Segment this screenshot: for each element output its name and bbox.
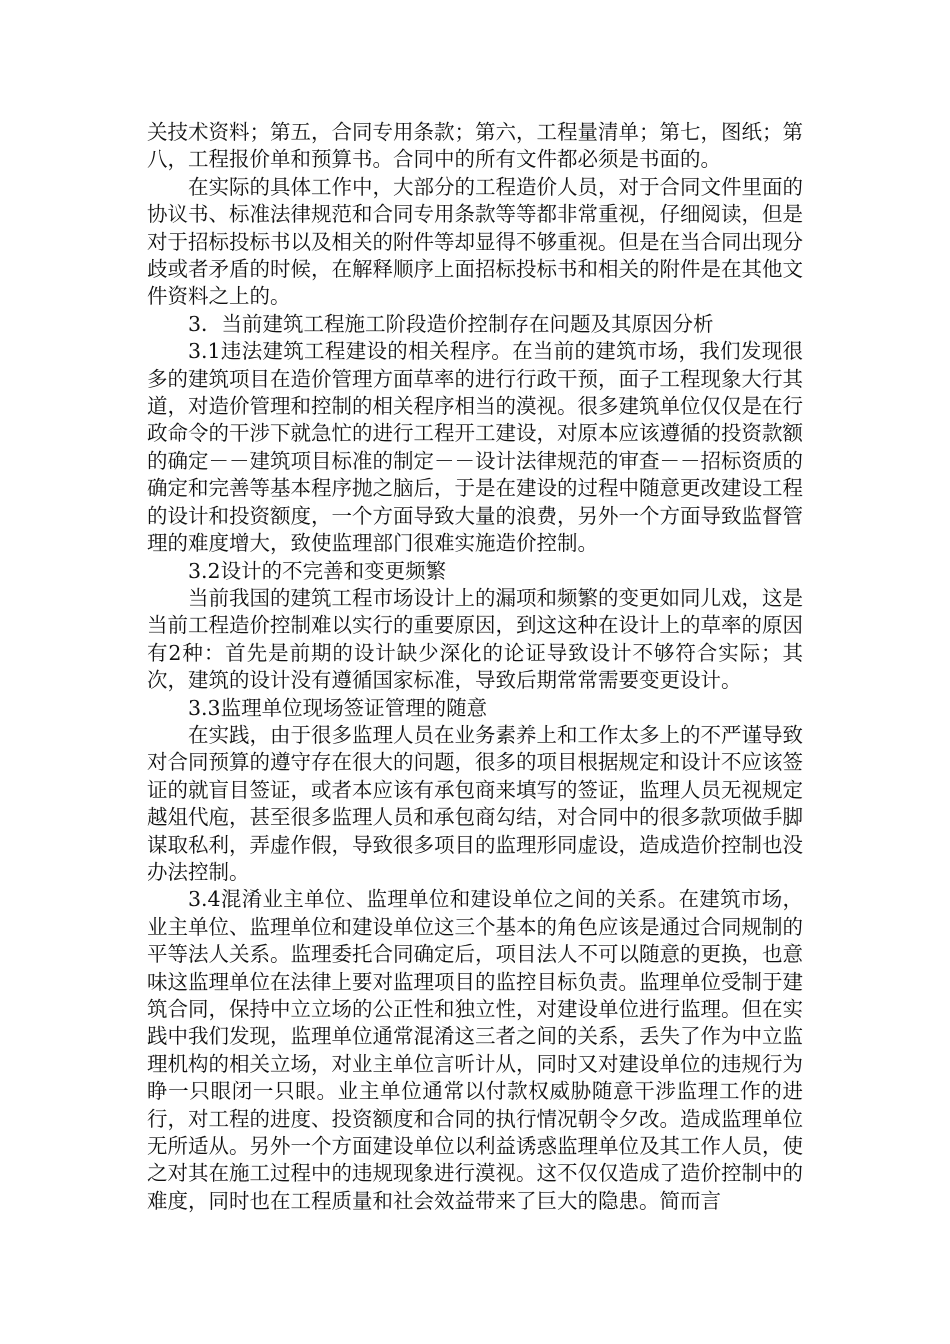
subheading-3-2: 3.2设计的不完善和变更频繁 — [188, 558, 447, 583]
paragraph-site-visa: 在实践，由于很多监理人员在业务素养上和工作太多上的不严谨导致对合同预算的遵守存在很大的问题，很多的项目根据规定和设计不应该签证的就盲目签证，或者本应该有承包商来填写的签证，监理人员无视规定越俎代庖，甚至很多监理人员和承包商勾结，对合同中的很多款项做手脚谋取私利，弄虚作假，导致很多项目的监理形同虚设，造成造价控制也没办法控制。 — [147, 722, 803, 884]
paragraph-3-4-relationships: 3.4混淆业主单位、监理单位和建设单位之间的关系。在建筑市场，业主单位、监理单位和建设单位这三个基本的角色应该是通过合同规制的平等法人关系。监理委托合同确定后，项目法人不可以随意的更换，也意味这监理单位在法律上要对监理项目的监控目标负责。监理单位受制于建筑合同，保持中立立场的公正性和独立性，对建设单位进行监理。但在实践中我们发现，监理单位通常混淆这三者之间的关系，丢失了作为中立监理机构的相关立场，对业主单位言听计从，同时又对建设单位的违规行为睁一只眼闭一只眼。业主单位通常以付款权威胁随意干涉监理工作的进行，对工程的进度、投资额度和合同的执行情况朝令夕改。造成监理单位无所适从。另外一个方面建设单位以利益诱惑监理单位及其工作人员，使之对其在施工过程中的违规现象进行漠视。这不仅仅造成了造价控制中的难度，同时也在工程质量和社会效益带来了巨大的隐患。简而言 — [147, 887, 803, 1213]
subheading-3-3: 3.3监理单位现场签证管理的随意 — [188, 695, 488, 720]
paragraph-3-1-illegal-procedures: 3.1违法建筑工程建设的相关程序。在当前的建筑市场，我们发现很多的建筑项目在造价管理方面草率的进行行政干预，面子工程现象大行其道，对造价管理和控制的相关程序相当的漠视。很多建筑单位仅仅是在行政命令的干涉下就急忙的进行工程开工建设，对原本应该遵循的投资款额的确定－－建筑项目标准的制定－－设计法律规范的审查－－招标资质的确定和完善等基本程序抛之脑后，于是在建设的过程中随意更改建设工程的设计和投资额度，一个方面导致大量的浪费，另外一个方面导致监督管理的难度增大，致使监理部门很难实施造价控制。 — [147, 339, 803, 556]
paragraph-contract-documents: 关技术资料；第五，合同专用条款；第六，工程量清单；第七，图纸；第八，工程报价单和预算书。合同中的所有文件都必须是书面的。 — [147, 120, 803, 172]
document-body — [147, 119, 803, 1215]
paragraph-design-changes: 当前我国的建筑工程市场设计上的漏项和频繁的变更如同儿戏，这是当前工程造价控制难以实行的重要原因，到这这种在设计上的草率的原因有2种：首先是前期的设计缺少深化的论证导致设计不够符合实际；其次，建筑的设计没有遵循国家标准，导致后期常常需要变更设计。 — [147, 585, 803, 693]
paragraph-practical-work: 在实际的具体工作中，大部分的工程造价人员，对于合同文件里面的协议书、标准法律规范和合同专用条款等等都非常重视，仔细阅读，但是对于招标投标书以及相关的附件等却显得不够重视。但是在当合同出现分歧或者矛盾的时候，在解释顺序上面招标投标书和相关的附件是在其他文件资料之上的。 — [147, 174, 803, 309]
section-heading-3: 3．当前建筑工程施工阶段造价控制存在问题及其原因分析 — [188, 311, 714, 336]
